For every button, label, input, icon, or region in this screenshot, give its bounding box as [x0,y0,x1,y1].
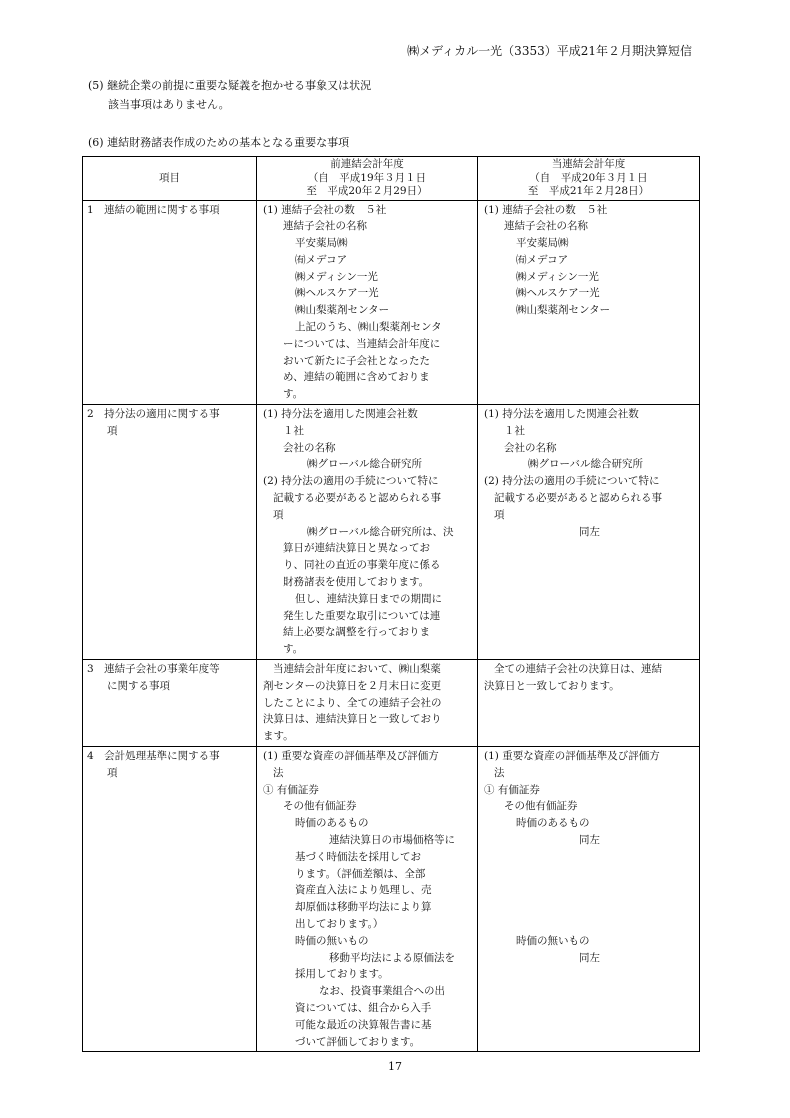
row1-curr [478,200,700,405]
text-line: おいて新たに子会社となったた [283,354,430,367]
header-item: 項目 [83,157,257,201]
row2-curr [478,405,700,660]
text-line: づいて評価しております。 [295,1035,421,1048]
row3-curr [478,660,700,747]
item-line: 3 連結子会社の事業年度等 [87,663,220,676]
text-line: ㈱グローバル総合研究所 [528,458,643,471]
row4-curr [478,747,700,1052]
text-line: 同左 [579,833,600,846]
text-line: 採用しております。 [295,968,389,981]
text-line: ㈱山梨薬剤センター [295,304,390,317]
text-line: (1) 連結子会社の数 ５社 [263,203,387,216]
spacer [484,882,695,899]
text-line: したことにより、全ての連結子会社の [263,696,442,709]
text-line: 法 [273,766,284,779]
text-line: 同左 [579,525,600,538]
text-line: ります。（評価差額は、全部 [295,867,426,880]
item-line: 2 持分法の適用に関する事 [87,408,220,421]
text-line: (2) 持分法の適用の手続について特に [484,475,660,488]
text-line: 連結子会社の名称 [283,220,367,233]
item-line: に関する事項 [107,679,170,692]
spacer [484,849,695,866]
header-curr-period [478,157,700,201]
item-line: 1 連結の範囲に関する事項 [87,203,220,216]
text-line: ㈱ヘルスケア一光 [295,287,379,300]
text-line: ㈱メディシン一光 [295,270,378,283]
text-line: 項 [273,508,284,521]
text-line: なお、投資事業組合への出 [319,985,445,998]
text-line: (1) 持分法を適用した関連会社数 [484,408,639,421]
text-line: ㈱山梨薬剤センター [516,304,611,317]
text-line: 上記のうち、㈱山梨薬剤センタ [295,321,442,334]
prev-period-from: （自 平成19年３月１日 [307,171,427,184]
text-line: 可能な最近の決算報告書に基 [295,1018,432,1031]
text-line: その他有価証券 [504,800,578,813]
text-line: １社 [283,424,304,437]
text-line: ーについては、当連結会計年度に [283,337,441,350]
page-header: ㈱メディカル一光（3353）平成21年２月期決算短信 [407,44,692,58]
text-line: 全ての連結子会社の決算日は、連結 [494,663,662,676]
table-row [83,200,700,405]
text-line: その他有価証券 [283,800,357,813]
section-5 [88,76,371,114]
text-line: 平安薬局㈱ [295,237,348,250]
text-line: 決算日と一致しております。 [484,679,620,692]
spacer [484,899,695,916]
text-line: 基づく時価法を採用してお [295,850,421,863]
row2-item [83,405,257,660]
section-5-body: 該当事項はありません。 [108,98,230,111]
row1-prev [257,200,478,405]
curr-period-from: （自 平成20年３月１日 [529,171,648,184]
item-line: 項 [107,424,118,437]
text-line: ㈱グローバル総合研究所 [307,458,422,471]
row4-item [83,747,257,1052]
prev-period-title: 前連結会計年度 [330,158,404,170]
text-line: 連結子会社の名称 [504,220,588,233]
table-row [83,405,700,660]
text-line: 資については、組合から入手 [295,1001,432,1014]
row3-item [83,660,257,747]
text-line: (1) 重要な資産の評価基準及び評価方 [263,750,439,762]
text-line: ㈲メデコア [516,253,569,266]
text-line: 記載する必要があると認められる事 [273,492,441,505]
section-5-heading: (5) 継続企業の前提に重要な疑義を抱かせる事象又は状況 [88,79,372,92]
curr-period-to: 至 平成21年２月28日） [527,185,650,197]
text-line: 但し、連結決算日までの期間に [295,592,442,605]
page-number: 17 [388,1060,402,1073]
curr-period-title: 当連結会計年度 [551,158,626,170]
row2-prev [257,405,478,660]
text-line: (1) 持分法を適用した関連会社数 [263,408,418,421]
item-line: 4 会計処理基準に関する事 [87,750,220,762]
text-line: 法 [494,766,505,779]
row1-item [83,200,257,405]
text-line: (2) 持分法の適用の手続について特に [263,475,439,488]
table-row [83,747,700,1052]
section-6-heading: (6) 連結財務諸表作成のための基本となる重要な事項 [88,136,350,149]
text-line: 時価のあるもの [295,817,369,830]
text-line: 会社の名称 [504,441,557,454]
text-line: ㈱ヘルスケア一光 [516,287,600,300]
text-line: 剤センターの決算日を２月末日に変更 [263,679,442,692]
text-line: 結上必要な調整を行っておりま [283,626,430,639]
text-line: 算日が連結決算日と異なってお [283,542,430,555]
text-line: (1) 重要な資産の評価基準及び評価方 [484,750,660,762]
text-line: ます。 [263,730,294,743]
text-line: 項 [494,508,505,521]
text-line: ㈱グローバル総合研究所は、決 [307,525,454,538]
text-line: す。 [283,388,304,401]
row3-prev [257,660,478,747]
table-header-row [83,157,700,201]
text-line: 連結決算日の市場価格等に [329,833,455,846]
text-line: す。 [283,643,304,656]
text-line: 平安薬局㈱ [516,237,569,250]
text-line: (1) 連結子会社の数 ５社 [484,203,608,216]
text-line: ㈱メディシン一光 [516,270,599,283]
spacer [484,916,695,933]
text-line: 当連結会計年度において、㈱山梨薬 [273,663,441,676]
accounting-policies-table [82,156,700,1052]
text-line: 同左 [579,951,600,964]
text-line: 資産直入法により処理し、売 [295,884,432,897]
text-line: 記載する必要があると認められる事 [494,492,662,505]
text-line: ① 有価証券 [484,783,540,796]
text-line: 移動平均法による原価法を [329,951,455,964]
text-line: 却原価は移動平均法により算 [295,901,432,914]
text-line: 時価のあるもの [516,817,590,830]
text-line: り、同社の直近の事業年度に係る [283,559,441,572]
table-row [83,660,700,747]
text-line: 発生した重要な取引については連 [283,609,441,622]
text-line: 決算日は、連結決算日と一致しており [263,713,442,726]
prev-period-to: 至 平成20年２月29日） [306,185,428,197]
text-line: め、連結の範囲に含めておりま [283,371,430,384]
text-line: 財務諸表を使用しております。 [283,576,430,589]
text-line: ㈲メデコア [295,253,348,266]
item-line: 項 [107,766,118,779]
spacer [484,866,695,883]
text-line: 会社の名称 [283,441,336,454]
header-prev-period [257,157,478,201]
row4-prev [257,747,478,1052]
text-line: ① 有価証券 [263,783,319,796]
text-line: 出しております。） [295,917,384,930]
text-line: 時価の無いもの [295,934,369,947]
text-line: １社 [504,424,525,437]
text-line: 時価の無いもの [516,934,590,947]
